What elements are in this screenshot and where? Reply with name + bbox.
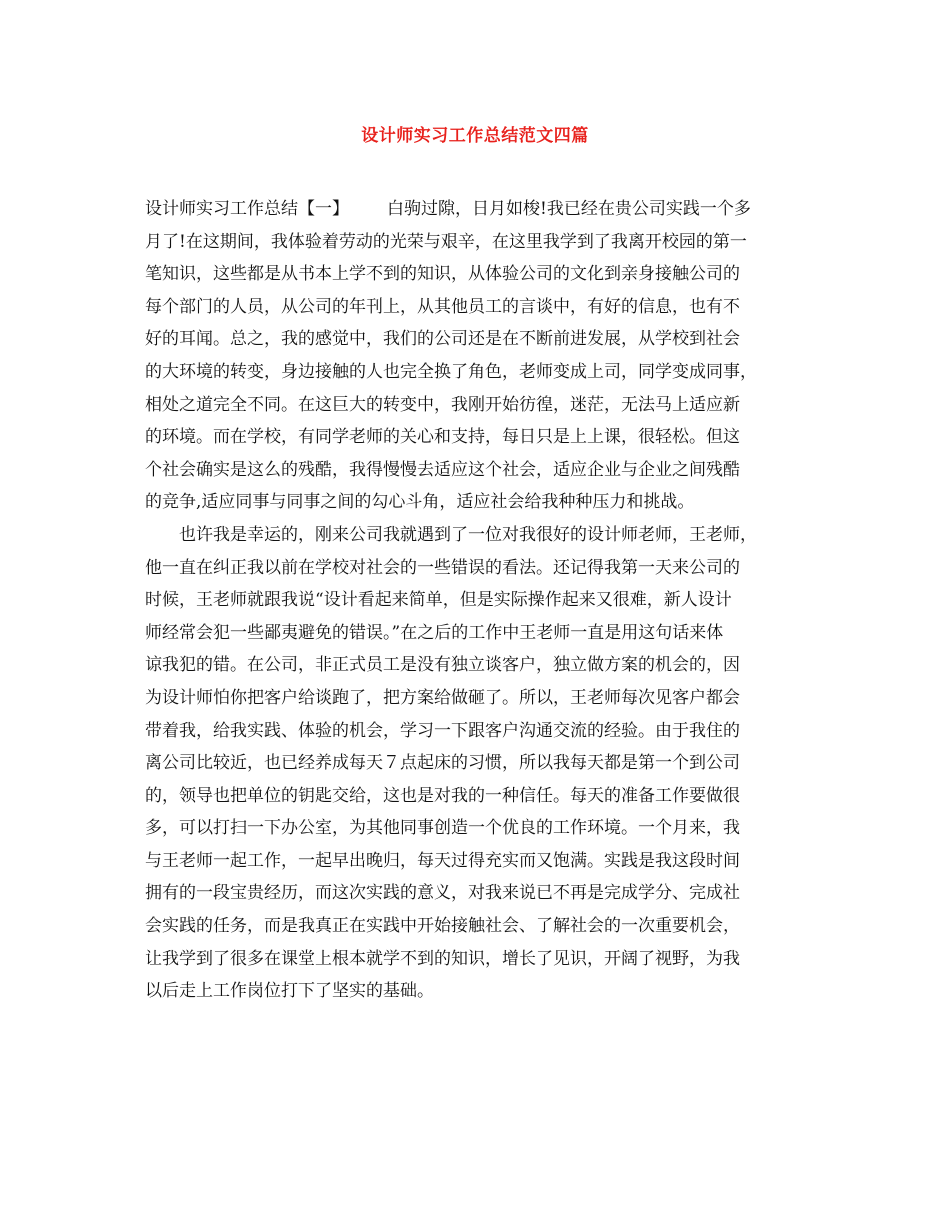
paragraph-2-line-7: 带着我，给我实践、体验的机会，学习一下跟客户沟通交流的经验。由于我住的 <box>145 720 740 741</box>
document-body <box>145 193 809 1008</box>
paragraph-2-line-14: 让我学到了很多在课堂上根本就学不到的知识，增长了见识，开阔了视野，为我 <box>145 948 740 969</box>
paragraph-2-line-3: 时候，王老师就跟我说“设计看起来简单，但是实际操作起来又很难，新人设计 <box>145 590 732 611</box>
text-line <box>145 193 809 226</box>
paragraph-2-line-9: 的，领导也把单位的钥匙交给，这也是对我的一种信任。每天的准备工作要做很 <box>145 785 740 806</box>
paragraph-1-line-9: 个社会确实是这么的残酷，我得慢慢去适应这个社会，适应企业与企业之间残酷 <box>145 459 740 480</box>
paragraph-2-line-15: 以后走上工作岗位打下了坚实的基础。 <box>145 981 434 1002</box>
paragraph-2-line-11: 与王老师一起工作，一起早出晚归，每天过得充实而又饱满。实践是我这段时间 <box>145 850 740 871</box>
paragraph-1-line-8: 的环境。而在学校，有同学老师的关心和支持，每日只是上上课，很轻松。但这 <box>145 427 740 448</box>
section-heading: 设计师实习工作总结【一】 <box>145 199 349 219</box>
paragraph-2-line-12: 拥有的一段宝贵经历，而这次实践的意义，对我来说已不再是完成学分、完成社 <box>145 883 740 904</box>
paragraph-2-line-8: 离公司比较近，也已经养成每天７点起床的习惯，所以我每天都是第一个到公司 <box>145 753 740 774</box>
paragraph-1-line-10: 的竞争,适应同事与同事之间的勾心斗角，适应社会给我种种压力和挑战。 <box>145 492 695 513</box>
paragraph-2-line-1: 也许我是幸运的，刚来公司我就遇到了一位对我很好的设计师老师，王老师， <box>145 524 757 545</box>
paragraph-2-line-10: 多，可以打扫一下办公室，为其他同事创造一个优良的工作环境。一个月来，我 <box>145 818 740 839</box>
document-title: 设计师实习工作总结范文四篇 <box>361 126 589 146</box>
paragraph-1-line-7: 相处之道完全不同。在这巨大的转变中，我刚开始彷徨，迷茫，无法马上适应新 <box>145 394 740 415</box>
paragraph-1-line-6: 的大环境的转变，身边接触的人也完全换了角色，老师变成上司，同学变成同事， <box>145 361 757 382</box>
paragraph-2-line-4: 师经常会犯一些鄙夷避免的错误。”在之后的工作中王老师一直是用这句话来体 <box>145 622 724 643</box>
paragraph-1-line-1: 白驹过隙，日月如梭!我已经在贵公司实践一个多 <box>387 199 751 219</box>
paragraph-2-line-5: 谅我犯的错。在公司，非正式员工是没有独立谈客户，独立做方案的机会的，因 <box>145 655 740 676</box>
paragraph-1-line-2: 月了!在这期间，我体验着劳动的光荣与艰辛，在这里我学到了我离开校园的第一 <box>145 231 747 252</box>
paragraph-1-line-4: 每个部门的人员，从公司的年刊上，从其他员工的言谈中，有好的信息，也有不 <box>145 296 740 317</box>
paragraph-1-line-5: 好的耳闻。总之，我的感觉中，我们的公司还是在不断前进发展，从学校到社会 <box>145 329 740 350</box>
paragraph-2-line-13: 会实践的任务，而是我真正在实践中开始接触社会、了解社会的一次重要机会， <box>145 916 740 937</box>
paragraph-2-line-6: 为设计师怕你把客户给谈跑了，把方案给做砸了。所以，王老师每次见客户都会 <box>145 687 740 708</box>
paragraph-2-line-2: 他一直在纠正我以前在学校对社会的一些错误的看法。还记得我第一天来公司的 <box>145 557 740 578</box>
paragraph-1-line-3: 笔知识，这些都是从书本上学不到的知识，从体验公司的文化到亲身接触公司的 <box>145 264 740 285</box>
